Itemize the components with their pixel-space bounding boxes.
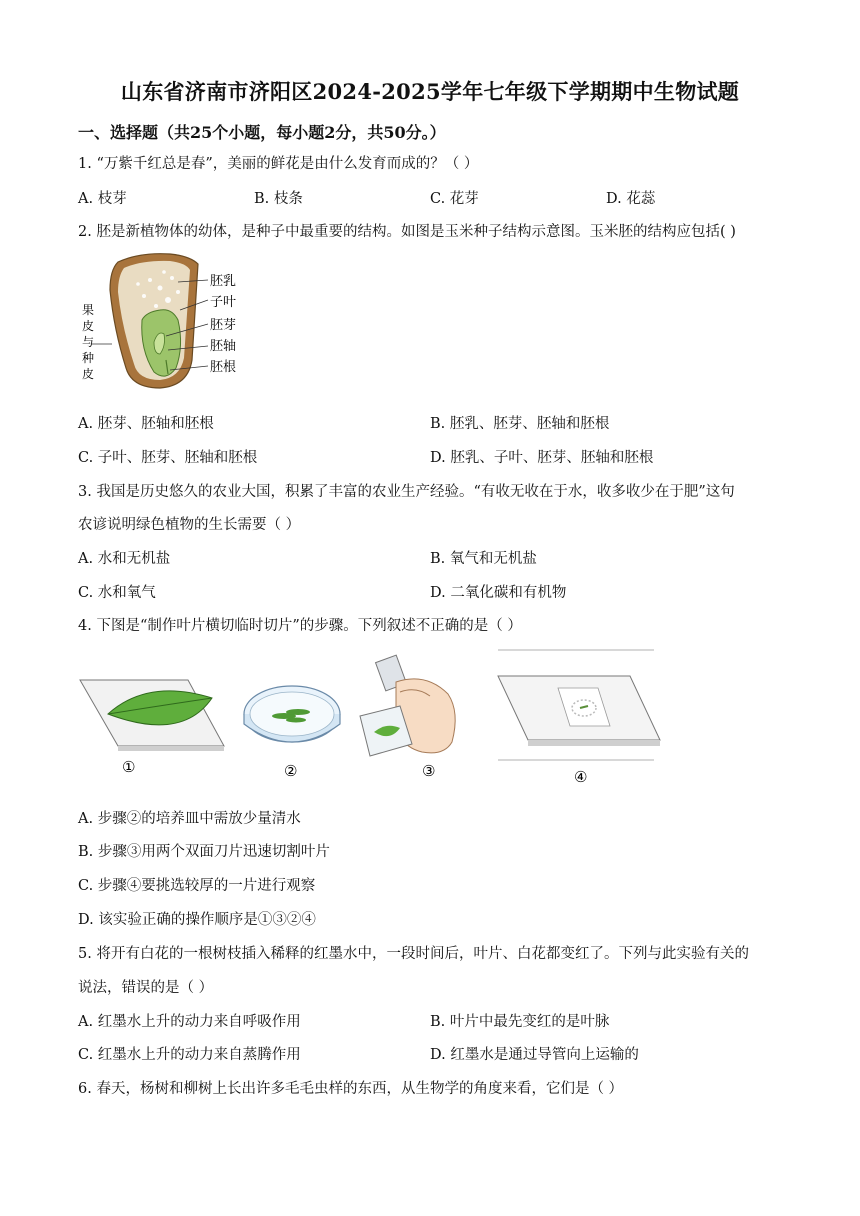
question-number: 3. [78,484,92,500]
step-3-figure [356,652,476,782]
question-text-line1: 我国是历史悠久的农业大国，积累了丰富的农业生产经验。“有收无收在于水，收多收少在于肥”这句 [96,484,735,500]
question-3 [78,480,735,501]
label-plumule: 胚芽 [210,318,237,333]
question-2 [78,220,736,241]
step-2-figure [240,660,350,780]
step-label-4: ④ [574,768,588,786]
step-1-figure [78,650,228,780]
question-text: 胚是新植物体的幼体，是种子中最重要的结构。如图是玉米种子结构示意图。玉米胚的结构应包括( ) [96,224,736,240]
question-5 [78,942,749,963]
step-label-3: ③ [422,762,436,780]
option-1b: B. 枝条 [254,191,303,207]
question-number: 6. [78,1081,92,1097]
question-text: 春天，杨树和柳树上长出许多毛毛虫样的东西，从生物学的角度来看，它们是（ ） [96,1081,624,1097]
option-2b: B. 胚乳、胚芽、胚轴和胚根 [430,416,610,432]
question-text: “万紫千红总是春”，美丽的鲜花是由什么发育而成的？（ ） [96,156,479,172]
option-1c: C. 花芽 [430,191,479,207]
option-3a: A. 水和无机盐 [78,551,171,567]
option-1a: A. 枝芽 [78,191,127,207]
option-4b: B. 步骤③用两个双面刀片迅速切割叶片 [78,844,330,860]
option-3c: C. 水和氧气 [78,585,156,601]
question-text: 下图是“制作叶片横切临时切片”的步骤。下列叙述不正确的是（ ） [96,618,522,634]
section-heading: 一、选择题（共25个小题，每小题2分，共50分。） [78,123,446,142]
question-5-line2: 说法，错误的是（ ） [78,980,214,996]
question-number: 4. [78,618,92,634]
option-4c: C. 步骤④要挑选较厚的一片进行观察 [78,878,316,894]
label-hypocotyl: 胚轴 [210,339,237,354]
question-number: 1. [78,156,92,172]
option-5d: D. 红墨水是通过导管向上运输的 [430,1047,639,1063]
step-4-figure [494,648,662,788]
question-6 [78,1077,623,1098]
label-left-1: 果 [82,303,95,317]
option-3b: B. 氧气和无机盐 [430,551,537,567]
page-title: 山东省济南市济阳区2024-2025学年七年级下学期期中生物试题 [120,79,740,104]
option-4d: D. 该实验正确的操作顺序是①③②④ [78,912,316,928]
question-1 [78,152,478,173]
step-label-2: ② [284,762,298,780]
label-left-2: 皮 [82,319,95,333]
label-left-4: 种 [82,351,95,365]
question-number: 2. [78,224,92,240]
corn-seed-diagram [80,250,250,390]
option-5c: C. 红墨水上升的动力来自蒸腾作用 [78,1047,301,1063]
label-endosperm: 胚乳 [210,274,237,289]
label-left-3: 与 [82,335,95,349]
label-radicle: 胚根 [210,360,237,375]
option-5a: A. 红墨水上升的动力来自呼吸作用 [78,1014,301,1030]
option-1d: D. 花蕊 [606,191,656,207]
question-number: 5. [78,946,92,962]
step-label-1: ① [122,758,136,776]
label-cotyledon: 子叶 [210,295,237,310]
question-text-line1: 将开有白花的一根树枝插入稀释的红墨水中，一段时间后，叶片、白花都变红了。下列与此实验有关的 [96,946,749,962]
option-5b: B. 叶片中最先变红的是叶脉 [430,1014,610,1030]
option-2a: A. 胚芽、胚轴和胚根 [78,416,214,432]
question-3-line2: 农谚说明绿色植物的生长需要（ ） [78,517,301,533]
option-2c: C. 子叶、胚芽、胚轴和胚根 [78,450,258,466]
label-left-5: 皮 [82,367,95,381]
option-4a: A. 步骤②的培养皿中需放少量清水 [78,811,301,827]
option-3d: D. 二氧化碳和有机物 [430,585,567,601]
question-4 [78,614,522,635]
option-2d: D. 胚乳、子叶、胚芽、胚轴和胚根 [430,450,654,466]
